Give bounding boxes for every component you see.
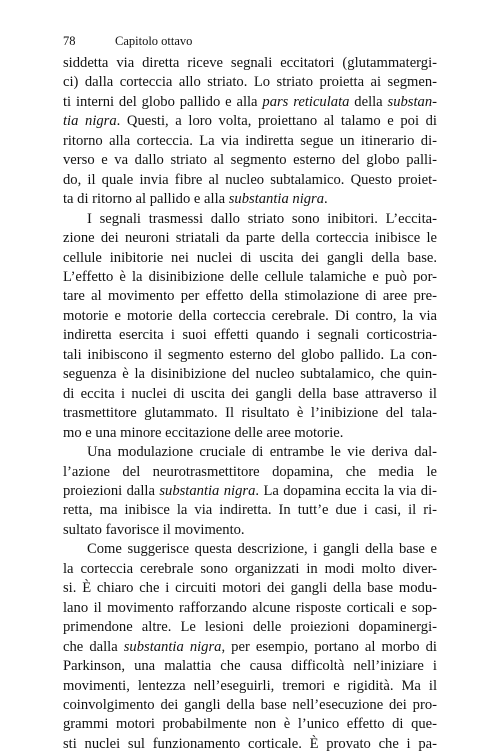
text-line: l’azione del neurotrasmettitore dopamina, che media le — [63, 463, 437, 480]
text-line: la corteccia cerebrale sono organizzati in modi molto diver- — [63, 560, 437, 577]
text-line: tia nigra. Questi, a loro volta, proiettano al talamo e poi di — [63, 113, 437, 130]
text-line: di eccita i nuclei di uscita dei gangli della base attraverso il — [63, 385, 437, 402]
text-line: tali inibiscono il segmento esterno del globo pallido. La con- — [63, 346, 437, 363]
text-line: Una modulazione cruciale di entrambe le vie deriva dal- — [87, 444, 437, 461]
text-line: Parkinson, una malattia che causa difficoltà nell’iniziare i — [63, 658, 437, 675]
text-line: trasmettitore glutammato. Il risultato è l’inibizione del tala- — [63, 405, 437, 422]
page-number: 78 — [63, 34, 76, 48]
text-line: sti nuclei sul funzionamento corticale. È provato che i pa- — [63, 735, 437, 752]
text-line: ta di ritorno al pallido e alla substantia nigra. — [63, 191, 328, 208]
text-line: movimenti, lentezza nell’eseguirli, tremori e rigidità. Ma il — [63, 677, 437, 694]
text-line: ritorno alla corteccia. La via indiretta segue un itinerario di- — [63, 132, 437, 149]
text-line: ci) dalla corteccia allo striato. Lo striato proietta ai segmen- — [63, 74, 437, 91]
text-line: lano il movimento rafforzando alcune risposte corticali e sop- — [63, 599, 437, 616]
text-line: verso e va dallo striato al segmento esterno del globo palli- — [63, 152, 437, 169]
text-line: tare al movimento per effetto della stimolazione di aree pre- — [63, 288, 437, 305]
running-header — [63, 34, 435, 52]
text-line: primendone altre. Le lesioni delle proiezioni dopaminergi- — [63, 619, 437, 636]
text-line: retta, ma inibisce la via indiretta. In tutt’e due i casi, il ri- — [63, 502, 437, 519]
text-line: cellule inibitorie nei nuclei di uscita dei gangli della base. — [63, 249, 437, 266]
body-text — [63, 54, 437, 754]
text-line: grammi motori probabilmente non è l’unico effetto di que- — [63, 716, 437, 733]
text-line: sultato favorisce il movimento. — [63, 521, 245, 538]
text-line: che dalla substantia nigra, per esempio, portano al morbo di — [63, 638, 437, 655]
text-line: seguenza è la disinibizione del nucleo subtalamico, che quin- — [63, 366, 437, 383]
text-line: Come suggerisce questa descrizione, i gangli della base e — [87, 541, 437, 558]
text-line: siddetta via diretta riceve segnali eccitatori (glutammatergi- — [63, 55, 437, 71]
text-line: indiretta esercita i suoi effetti quando i segnali corticostria- — [63, 327, 437, 344]
text-line: zione dei neuroni striatali da parte della corteccia inibisce le — [63, 230, 437, 247]
text-line: L’effetto è la disinibizione delle cellule talamiche e può por- — [63, 268, 437, 285]
text-line: motorie e motorie della corteccia cerebrale. Di contro, la via — [63, 307, 437, 324]
text-line: ti interni del globo pallido e alla pars reticulata della substan- — [63, 93, 437, 110]
text-line: do, il quale invia fibre al nucleo subtalamico. Questo proiet- — [63, 171, 437, 188]
text-line: mo e una minore eccitazione delle aree motorie. — [63, 424, 344, 441]
text-line: I segnali trasmessi dallo striato sono inibitori. L’eccita- — [87, 210, 437, 227]
text-line: coinvolgimento dei gangli della base nell’esecuzione dei pro- — [63, 696, 437, 713]
text-line: proiezioni dalla substantia nigra. La dopamina eccita la via di- — [63, 482, 438, 499]
chapter-title: Capitolo ottavo — [115, 34, 193, 48]
text-line: si. È chiaro che i circuiti motori dei gangli della base modu- — [63, 580, 437, 597]
